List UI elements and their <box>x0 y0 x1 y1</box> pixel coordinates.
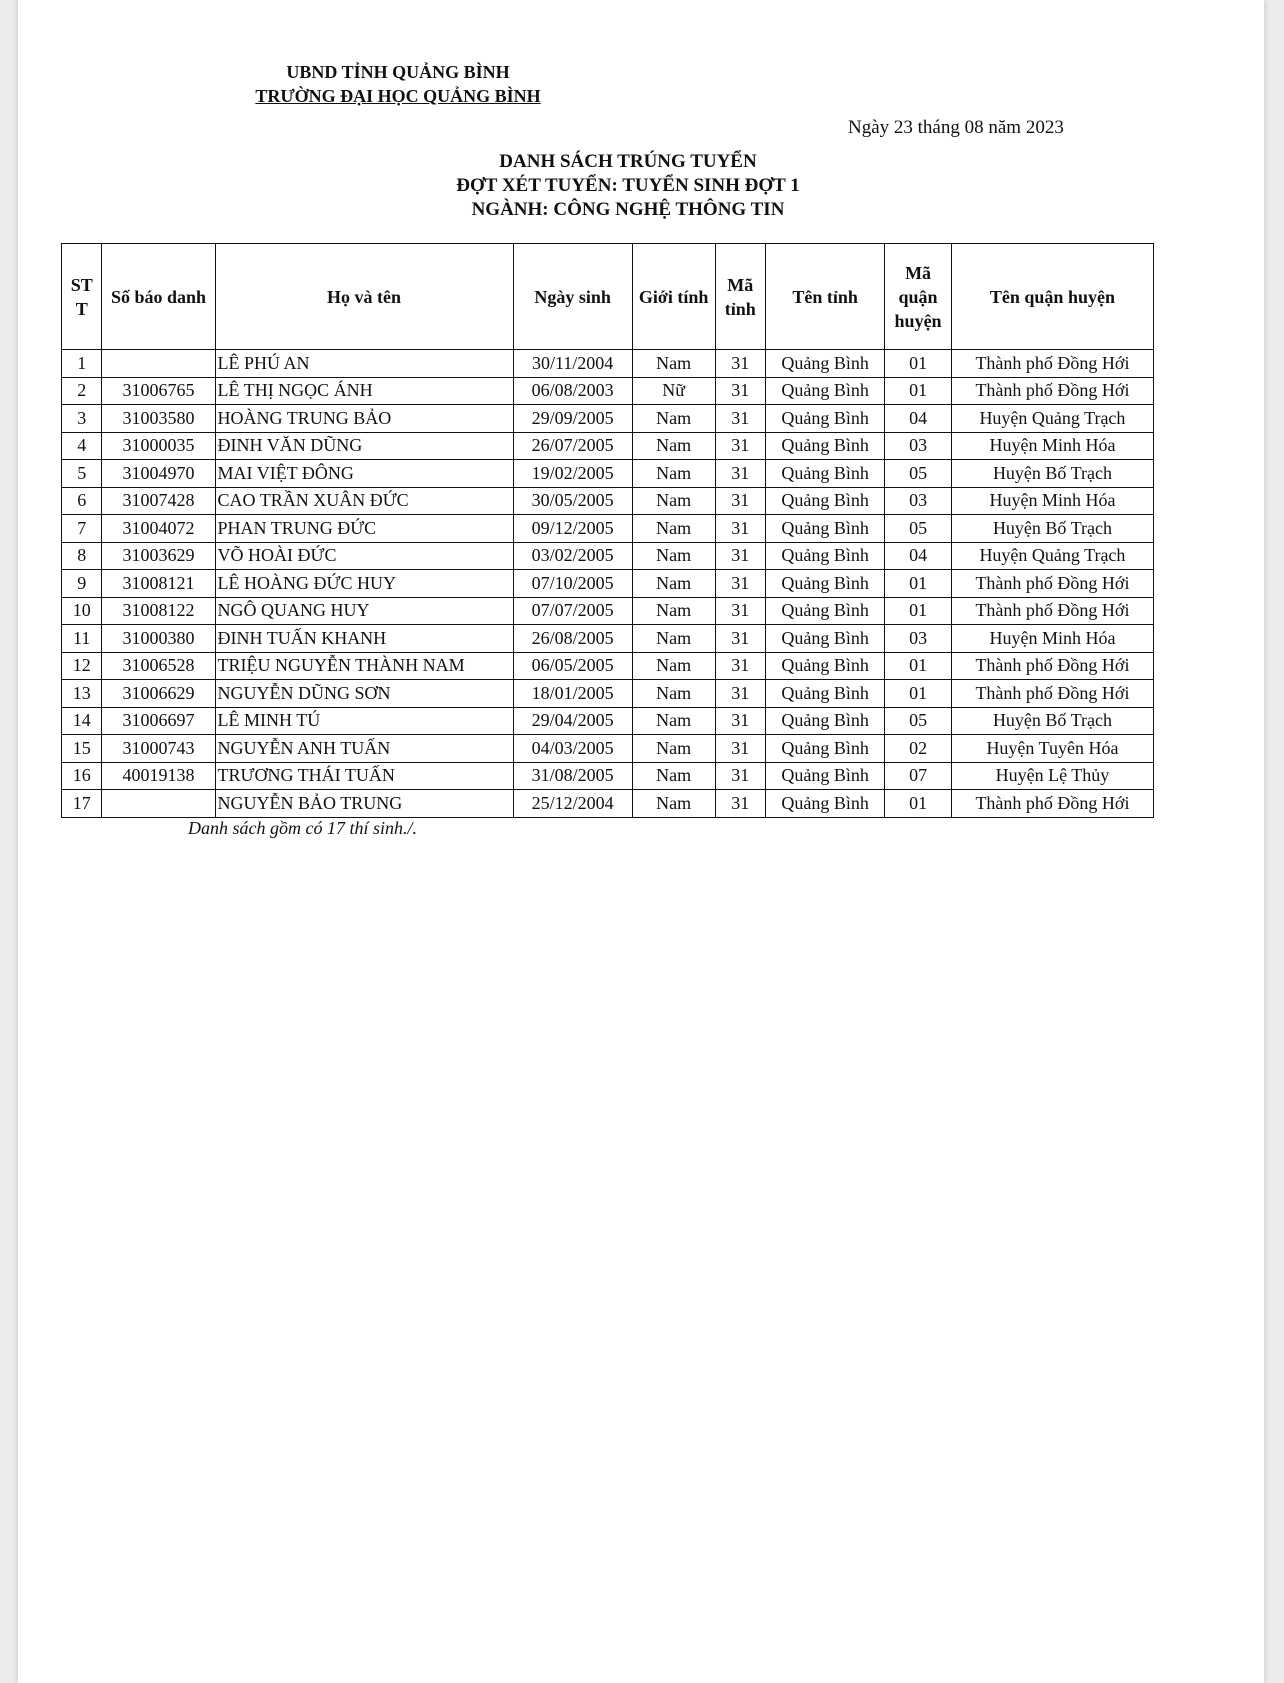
title-line-3: NGÀNH: CÔNG NGHỆ THÔNG TIN <box>471 199 785 220</box>
cell-dob: 07/07/2005 <box>513 597 632 625</box>
cell-stt: 16 <box>62 762 102 790</box>
cell-district-code: 01 <box>885 790 952 818</box>
cell-district-code: 03 <box>885 625 952 653</box>
cell-dob: 06/08/2003 <box>513 377 632 405</box>
cell-province-code: 31 <box>715 597 766 625</box>
cell-district-code: 01 <box>885 377 952 405</box>
cell-district-code: 01 <box>885 350 952 378</box>
list-footer-note: Danh sách gồm có 17 thí sinh./. <box>188 818 417 838</box>
cell-province: Quảng Bình <box>766 377 885 405</box>
cell-dob: 26/08/2005 <box>513 625 632 653</box>
cell-name: PHAN TRUNG ĐỨC <box>215 515 513 543</box>
cell-district-code: 02 <box>885 735 952 763</box>
cell-district-code: 01 <box>885 570 952 598</box>
document-date: Ngày 23 tháng 08 năm 2023 <box>848 117 1064 138</box>
cell-province: Quảng Bình <box>766 762 885 790</box>
cell-stt: 1 <box>62 350 102 378</box>
cell-sbd: 31004970 <box>102 460 215 488</box>
table-row <box>62 680 1154 708</box>
cell-province-code: 31 <box>715 377 766 405</box>
table-row <box>62 377 1154 405</box>
col-header-stt: ST T <box>62 244 102 350</box>
col-header-gender: Giới tính <box>632 244 715 350</box>
cell-name: ĐINH TUẤN KHANH <box>215 625 513 653</box>
cell-district: Huyện Bố Trạch <box>951 707 1153 735</box>
cell-sbd: 31006629 <box>102 680 215 708</box>
cell-sbd: 31000743 <box>102 735 215 763</box>
table-row <box>62 432 1154 460</box>
cell-district-code: 03 <box>885 487 952 515</box>
cell-province-code: 31 <box>715 790 766 818</box>
cell-province: Quảng Bình <box>766 597 885 625</box>
cell-province-code: 31 <box>715 625 766 653</box>
cell-gender: Nam <box>632 487 715 515</box>
cell-district: Huyện Quảng Trạch <box>951 542 1153 570</box>
cell-name: TRIỆU NGUYỄN THÀNH NAM <box>215 652 513 680</box>
cell-gender: Nam <box>632 460 715 488</box>
cell-sbd: 31004072 <box>102 515 215 543</box>
cell-dob: 30/05/2005 <box>513 487 632 515</box>
cell-stt: 12 <box>62 652 102 680</box>
cell-district: Huyện Lệ Thủy <box>951 762 1153 790</box>
document-page <box>18 0 1264 1683</box>
cell-stt: 13 <box>62 680 102 708</box>
cell-gender: Nam <box>632 762 715 790</box>
table-row <box>62 405 1154 433</box>
cell-district-code: 05 <box>885 707 952 735</box>
cell-dob: 18/01/2005 <box>513 680 632 708</box>
cell-stt: 8 <box>62 542 102 570</box>
cell-gender: Nam <box>632 350 715 378</box>
cell-province: Quảng Bình <box>766 707 885 735</box>
cell-dob: 04/03/2005 <box>513 735 632 763</box>
cell-province: Quảng Bình <box>766 790 885 818</box>
cell-dob: 31/08/2005 <box>513 762 632 790</box>
cell-stt: 6 <box>62 487 102 515</box>
cell-district: Thành phố Đồng Hới <box>951 377 1153 405</box>
cell-name: LÊ MINH TÚ <box>215 707 513 735</box>
cell-district: Thành phố Đồng Hới <box>951 597 1153 625</box>
cell-gender: Nam <box>632 652 715 680</box>
cell-district: Huyện Minh Hóa <box>951 625 1153 653</box>
school-name: TRƯỜNG ĐẠI HỌC QUẢNG BÌNH <box>255 86 541 106</box>
table-row <box>62 707 1154 735</box>
cell-district: Thành phố Đồng Hới <box>951 570 1153 598</box>
cell-gender: Nam <box>632 542 715 570</box>
table-row <box>62 762 1154 790</box>
cell-sbd: 40019138 <box>102 762 215 790</box>
title-line-2: ĐỢT XÉT TUYỂN: TUYỂN SINH ĐỢT 1 <box>456 175 800 196</box>
cell-province: Quảng Bình <box>766 487 885 515</box>
cell-name: NGUYỄN BẢO TRUNG <box>215 790 513 818</box>
cell-sbd <box>102 350 215 378</box>
cell-name: NGUYỄN DŨNG SƠN <box>215 680 513 708</box>
cell-name: LÊ PHÚ AN <box>215 350 513 378</box>
cell-district-code: 03 <box>885 432 952 460</box>
cell-dob: 25/12/2004 <box>513 790 632 818</box>
cell-sbd: 31006528 <box>102 652 215 680</box>
cell-stt: 7 <box>62 515 102 543</box>
table-row <box>62 652 1154 680</box>
cell-sbd: 31008122 <box>102 597 215 625</box>
cell-province: Quảng Bình <box>766 570 885 598</box>
table-row <box>62 460 1154 488</box>
cell-province-code: 31 <box>715 680 766 708</box>
title-line-1: DANH SÁCH TRÚNG TUYỂN <box>499 151 757 172</box>
cell-district-code: 07 <box>885 762 952 790</box>
cell-gender: Nam <box>632 680 715 708</box>
cell-province-code: 31 <box>715 707 766 735</box>
cell-province-code: 31 <box>715 515 766 543</box>
cell-stt: 9 <box>62 570 102 598</box>
cell-sbd: 31008121 <box>102 570 215 598</box>
cell-stt: 14 <box>62 707 102 735</box>
col-header-district-code: Mã quận huyện <box>885 244 952 350</box>
cell-stt: 11 <box>62 625 102 653</box>
cell-stt: 10 <box>62 597 102 625</box>
table-body <box>62 350 1154 818</box>
document-title <box>318 150 938 222</box>
cell-dob: 26/07/2005 <box>513 432 632 460</box>
table-row <box>62 597 1154 625</box>
cell-district: Huyện Bố Trạch <box>951 515 1153 543</box>
table-row <box>62 350 1154 378</box>
cell-province-code: 31 <box>715 570 766 598</box>
cell-province: Quảng Bình <box>766 542 885 570</box>
table-row <box>62 790 1154 818</box>
cell-stt: 2 <box>62 377 102 405</box>
col-header-province: Tên tỉnh <box>766 244 885 350</box>
col-header-district: Tên quận huyện <box>951 244 1153 350</box>
cell-province: Quảng Bình <box>766 652 885 680</box>
cell-gender: Nam <box>632 515 715 543</box>
cell-name: MAI VIỆT ĐÔNG <box>215 460 513 488</box>
cell-province: Quảng Bình <box>766 460 885 488</box>
cell-dob: 29/04/2005 <box>513 707 632 735</box>
table-row <box>62 515 1154 543</box>
cell-district-code: 01 <box>885 652 952 680</box>
cell-stt: 17 <box>62 790 102 818</box>
cell-name: TRƯƠNG THÁI TUẤN <box>215 762 513 790</box>
cell-province-code: 31 <box>715 432 766 460</box>
admission-table <box>61 243 1154 818</box>
cell-district-code: 05 <box>885 515 952 543</box>
cell-dob: 09/12/2005 <box>513 515 632 543</box>
agency-name: UBND TỈNH QUẢNG BÌNH <box>286 62 510 82</box>
cell-province: Quảng Bình <box>766 625 885 653</box>
cell-gender: Nam <box>632 405 715 433</box>
cell-district: Thành phố Đồng Hới <box>951 350 1153 378</box>
table-row <box>62 735 1154 763</box>
cell-stt: 3 <box>62 405 102 433</box>
cell-district: Thành phố Đồng Hới <box>951 790 1153 818</box>
cell-province-code: 31 <box>715 460 766 488</box>
cell-stt: 15 <box>62 735 102 763</box>
table-row <box>62 625 1154 653</box>
cell-district: Huyện Tuyên Hóa <box>951 735 1153 763</box>
cell-province: Quảng Bình <box>766 680 885 708</box>
cell-sbd: 31007428 <box>102 487 215 515</box>
cell-province: Quảng Bình <box>766 350 885 378</box>
cell-gender: Nam <box>632 432 715 460</box>
table-row <box>62 570 1154 598</box>
cell-province-code: 31 <box>715 762 766 790</box>
cell-district-code: 05 <box>885 460 952 488</box>
cell-district-code: 04 <box>885 542 952 570</box>
cell-gender: Nam <box>632 735 715 763</box>
cell-province-code: 31 <box>715 350 766 378</box>
col-header-province-code: Mã tỉnh <box>715 244 766 350</box>
cell-sbd: 31003580 <box>102 405 215 433</box>
col-header-name: Họ và tên <box>215 244 513 350</box>
cell-district-code: 04 <box>885 405 952 433</box>
cell-gender: Nam <box>632 707 715 735</box>
cell-gender: Nam <box>632 625 715 653</box>
cell-province: Quảng Bình <box>766 432 885 460</box>
cell-name: HOÀNG TRUNG BẢO <box>215 405 513 433</box>
col-header-dob: Ngày sinh <box>513 244 632 350</box>
cell-dob: 06/05/2005 <box>513 652 632 680</box>
cell-dob: 03/02/2005 <box>513 542 632 570</box>
cell-gender: Nam <box>632 570 715 598</box>
cell-province: Quảng Bình <box>766 405 885 433</box>
cell-name: VÕ HOÀI ĐỨC <box>215 542 513 570</box>
cell-sbd: 31000380 <box>102 625 215 653</box>
cell-province-code: 31 <box>715 487 766 515</box>
cell-name: LÊ HOÀNG ĐỨC HUY <box>215 570 513 598</box>
cell-district-code: 01 <box>885 597 952 625</box>
cell-province-code: 31 <box>715 405 766 433</box>
table-header-row <box>62 244 1154 350</box>
cell-stt: 4 <box>62 432 102 460</box>
cell-dob: 30/11/2004 <box>513 350 632 378</box>
cell-name: LÊ THỊ NGỌC ÁNH <box>215 377 513 405</box>
cell-sbd <box>102 790 215 818</box>
cell-dob: 29/09/2005 <box>513 405 632 433</box>
cell-province: Quảng Bình <box>766 515 885 543</box>
cell-name: CAO TRẦN XUÂN ĐỨC <box>215 487 513 515</box>
cell-stt: 5 <box>62 460 102 488</box>
cell-district: Huyện Minh Hóa <box>951 487 1153 515</box>
cell-district: Huyện Quảng Trạch <box>951 405 1153 433</box>
cell-dob: 19/02/2005 <box>513 460 632 488</box>
cell-sbd: 31006697 <box>102 707 215 735</box>
cell-sbd: 31003629 <box>102 542 215 570</box>
cell-district-code: 01 <box>885 680 952 708</box>
cell-gender: Nữ <box>632 377 715 405</box>
cell-dob: 07/10/2005 <box>513 570 632 598</box>
cell-sbd: 31006765 <box>102 377 215 405</box>
col-header-sbd: Số báo danh <box>102 244 215 350</box>
cell-name: NGÔ QUANG HUY <box>215 597 513 625</box>
cell-province-code: 31 <box>715 542 766 570</box>
table-row <box>62 542 1154 570</box>
cell-name: NGUYỄN ANH TUẤN <box>215 735 513 763</box>
cell-province: Quảng Bình <box>766 735 885 763</box>
cell-gender: Nam <box>632 790 715 818</box>
cell-district: Thành phố Đồng Hới <box>951 680 1153 708</box>
cell-sbd: 31000035 <box>102 432 215 460</box>
cell-district: Thành phố Đồng Hới <box>951 652 1153 680</box>
agency-header <box>238 60 558 108</box>
cell-province-code: 31 <box>715 652 766 680</box>
cell-province-code: 31 <box>715 735 766 763</box>
cell-gender: Nam <box>632 597 715 625</box>
cell-name: ĐINH VĂN DŨNG <box>215 432 513 460</box>
table-row <box>62 487 1154 515</box>
cell-district: Huyện Bố Trạch <box>951 460 1153 488</box>
cell-district: Huyện Minh Hóa <box>951 432 1153 460</box>
